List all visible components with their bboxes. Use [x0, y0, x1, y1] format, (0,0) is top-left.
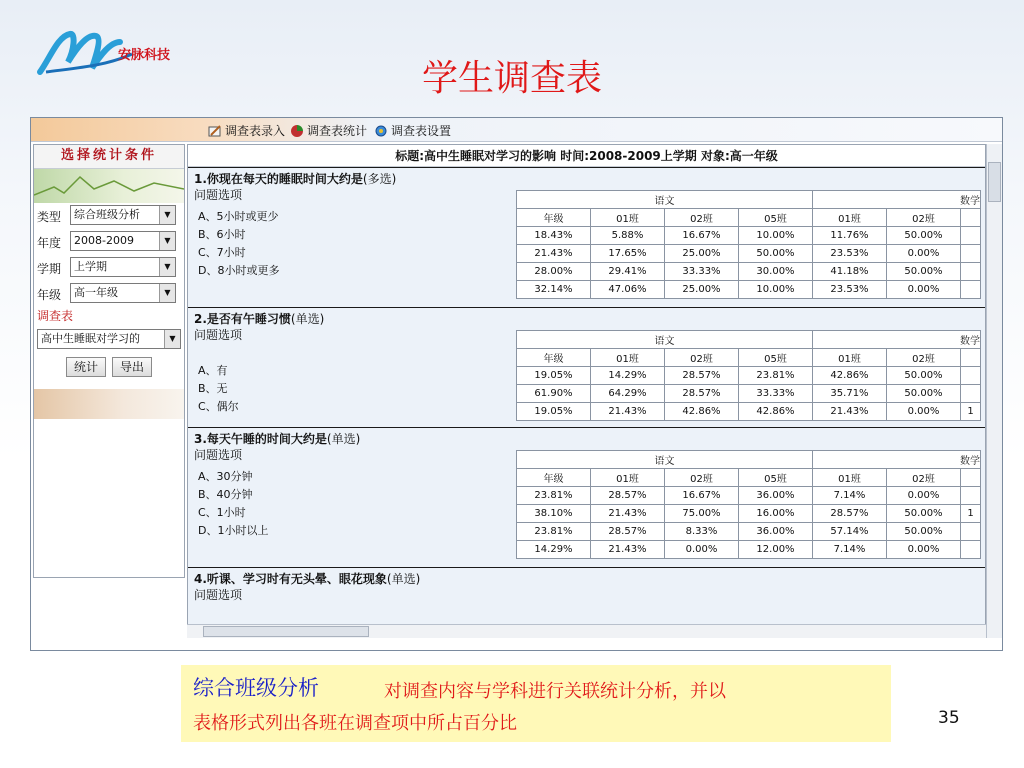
filter-grade-label: 年级 [37, 288, 62, 302]
stats-table [516, 330, 981, 421]
question-type: (单选) [290, 312, 325, 326]
question-text: 1.你现在每天的睡眠时间大约是 [194, 172, 363, 186]
column-header: 年级 [517, 209, 591, 227]
sidebar-footer-image [34, 389, 184, 419]
filter-year-row [34, 231, 184, 253]
table-cell: 21.43% [813, 403, 887, 421]
table-cell: 19.05% [517, 403, 591, 421]
table-cell: 28.57% [665, 367, 739, 385]
filter-grade-value: 高一年级 [74, 286, 118, 299]
question-type: (单选) [386, 572, 421, 586]
caption-box [181, 665, 891, 742]
vertical-scrollbar[interactable] [986, 144, 1002, 638]
table-row [517, 487, 981, 505]
tab-survey-settings[interactable] [373, 122, 451, 139]
question-option: A、30分钟 [198, 470, 253, 483]
table-cell: 23.81% [517, 523, 591, 541]
logo-text: 安脉科技 [118, 48, 171, 63]
table-cell: 33.33% [739, 385, 813, 403]
table-cell: 29.41% [591, 263, 665, 281]
table-cell: 21.43% [591, 505, 665, 523]
table-cell: 0.00% [887, 541, 961, 559]
table-cell: 61.90% [517, 385, 591, 403]
table-cell: 28.57% [591, 523, 665, 541]
table-cell [961, 281, 981, 299]
table-cell: 25.00% [665, 245, 739, 263]
column-header: 01班 [813, 209, 887, 227]
table-cell: 25.00% [665, 281, 739, 299]
toolbar [31, 118, 1002, 142]
subject-header: 数学 [813, 331, 981, 349]
filter-year-value: 2008-2009 [74, 234, 134, 247]
question-col-label: 问题选项 [194, 588, 243, 602]
pie-chart-icon [289, 124, 305, 138]
table-cell: 50.00% [887, 263, 961, 281]
filter-sidebar [33, 144, 185, 578]
column-header: 年级 [517, 349, 591, 367]
table-cell: 14.29% [591, 367, 665, 385]
survey-label: 调查表 [37, 309, 74, 323]
table-cell: 36.00% [739, 523, 813, 541]
table-cell: 50.00% [887, 367, 961, 385]
tab-survey-entry-label: 调查表录入 [225, 124, 286, 138]
column-header-row [517, 469, 981, 487]
table-cell: 42.86% [665, 403, 739, 421]
column-header-row [517, 349, 981, 367]
caption-highlight: 综合班级分析 [193, 676, 319, 700]
scroll-thumb[interactable] [203, 626, 369, 637]
table-row [517, 523, 981, 541]
table-cell: 10.00% [739, 227, 813, 245]
stats-table [516, 450, 981, 559]
table-cell: 57.14% [813, 523, 887, 541]
question-block [188, 427, 986, 567]
table-cell: 21.43% [517, 245, 591, 263]
tab-survey-stats[interactable] [289, 122, 367, 139]
table-cell: 16.67% [665, 487, 739, 505]
question-option: C、偶尔 [198, 400, 239, 413]
subject-header: 语文 [517, 191, 813, 209]
table-cell: 50.00% [887, 523, 961, 541]
subject-header: 数学 [813, 191, 981, 209]
chevron-down-icon: ▼ [159, 284, 175, 302]
table-cell: 28.57% [665, 385, 739, 403]
tab-survey-stats-label: 调查表统计 [307, 124, 368, 138]
table-cell: 8.33% [665, 523, 739, 541]
pencil-icon [207, 124, 223, 138]
column-header: 02班 [665, 209, 739, 227]
column-header: 01班 [591, 349, 665, 367]
page-number: 35 [938, 708, 960, 728]
question-text: 3.每天午睡的时间大约是 [194, 432, 327, 446]
table-cell: 7.14% [813, 487, 887, 505]
table-cell [961, 523, 981, 541]
table-cell: 35.71% [813, 385, 887, 403]
table-cell: 21.43% [591, 403, 665, 421]
question-option: A、有 [198, 364, 228, 377]
column-header [961, 469, 981, 487]
question-col-label: 问题选项 [194, 188, 243, 202]
scroll-thumb[interactable] [988, 162, 1001, 202]
table-cell: 28.57% [813, 505, 887, 523]
table-cell: 64.29% [591, 385, 665, 403]
table-cell: 28.00% [517, 263, 591, 281]
chevron-down-icon: ▼ [159, 206, 175, 224]
table-cell [961, 263, 981, 281]
column-header: 02班 [887, 469, 961, 487]
table-cell: 42.86% [739, 403, 813, 421]
subject-row [517, 331, 981, 349]
filter-term-select[interactable] [70, 257, 176, 277]
table-cell: 1 [961, 403, 981, 421]
table-row [517, 541, 981, 559]
table-cell: 50.00% [887, 505, 961, 523]
table-cell: 50.00% [887, 227, 961, 245]
table-row [517, 263, 981, 281]
table-cell: 0.00% [887, 403, 961, 421]
survey-select-value: 高中生睡眠对学习的 [41, 332, 140, 345]
table-cell: 23.53% [813, 245, 887, 263]
table-cell: 19.05% [517, 367, 591, 385]
table-cell: 17.65% [591, 245, 665, 263]
table-cell: 16.00% [739, 505, 813, 523]
question-block [188, 307, 986, 427]
filter-grade-select[interactable] [70, 283, 176, 303]
table-row [517, 281, 981, 299]
table-cell: 0.00% [887, 281, 961, 299]
filter-year-label: 年度 [37, 236, 62, 250]
table-row [517, 227, 981, 245]
filter-year-select[interactable] [70, 231, 176, 251]
slide-title: 学生调查表 [421, 58, 602, 99]
question-option: D、8小时或更多 [198, 264, 280, 277]
question-option: B、无 [198, 382, 228, 395]
question-title [194, 430, 360, 447]
table-row [517, 505, 981, 523]
table-cell: 11.76% [813, 227, 887, 245]
chevron-down-icon: ▼ [164, 330, 180, 348]
filter-grade-row [34, 283, 184, 305]
question-type: (单选) [326, 432, 361, 446]
chevron-down-icon: ▼ [159, 258, 175, 276]
subject-header: 语文 [517, 331, 813, 349]
table-row [517, 367, 981, 385]
table-cell: 41.18% [813, 263, 887, 281]
table-cell: 0.00% [665, 541, 739, 559]
question-col-label: 问题选项 [194, 328, 243, 342]
question-option: D、1小时以上 [198, 524, 269, 537]
table-cell [961, 367, 981, 385]
export-button[interactable]: 导出 [112, 357, 152, 377]
table-cell [961, 245, 981, 263]
question-option: B、6小时 [198, 228, 246, 241]
filter-type-label: 类型 [37, 210, 62, 224]
table-cell: 23.53% [813, 281, 887, 299]
column-header: 02班 [887, 349, 961, 367]
column-header: 05班 [739, 349, 813, 367]
sidebar-banner-image [34, 169, 184, 203]
table-cell: 7.14% [813, 541, 887, 559]
caption-line-1: 对调查内容与学科进行关联统计分析，并以 [384, 681, 726, 702]
table-cell [961, 227, 981, 245]
table-cell: 33.33% [665, 263, 739, 281]
filter-type-select[interactable] [70, 205, 176, 225]
table-cell: 23.81% [517, 487, 591, 505]
filter-term-label: 学期 [37, 262, 62, 276]
table-cell: 32.14% [517, 281, 591, 299]
question-option: C、7小时 [198, 246, 246, 259]
subject-header: 数学 [813, 451, 981, 469]
filter-type-value: 综合班级分析 [74, 208, 140, 221]
table-cell: 28.57% [591, 487, 665, 505]
filter-term-row [34, 257, 184, 279]
table-cell: 75.00% [665, 505, 739, 523]
question-title [194, 170, 396, 187]
table-cell: 42.86% [813, 367, 887, 385]
stats-panel [187, 144, 986, 638]
column-header: 01班 [813, 469, 887, 487]
subject-header: 语文 [517, 451, 813, 469]
question-col-label: 问题选项 [194, 448, 243, 462]
table-cell: 47.06% [591, 281, 665, 299]
table-cell: 50.00% [887, 385, 961, 403]
table-cell: 21.43% [591, 541, 665, 559]
table-cell: 38.10% [517, 505, 591, 523]
table-cell: 0.00% [887, 487, 961, 505]
column-header: 01班 [813, 349, 887, 367]
table-cell: 23.81% [739, 367, 813, 385]
survey-select[interactable] [37, 329, 181, 349]
column-header [961, 349, 981, 367]
table-cell: 0.00% [887, 245, 961, 263]
subject-row [517, 191, 981, 209]
column-header-row [517, 209, 981, 227]
sidebar-title: 选择统计条件 [34, 145, 184, 169]
column-header: 02班 [887, 209, 961, 227]
column-header: 05班 [739, 469, 813, 487]
filter-term-value: 上学期 [74, 260, 107, 273]
table-cell: 30.00% [739, 263, 813, 281]
stat-button[interactable]: 统计 [66, 357, 106, 377]
question-option: C、1小时 [198, 506, 246, 519]
tab-survey-entry[interactable] [207, 122, 285, 139]
table-cell [961, 541, 981, 559]
table-cell: 12.00% [739, 541, 813, 559]
question-option: B、40分钟 [198, 488, 253, 501]
filter-type-row [34, 205, 184, 227]
sidebar-actions [34, 357, 184, 379]
table-cell: 18.43% [517, 227, 591, 245]
column-header: 02班 [665, 349, 739, 367]
table-row [517, 385, 981, 403]
question-text: 2.是否有午睡习惯 [194, 312, 291, 326]
horizontal-scrollbar[interactable] [187, 624, 986, 638]
table-cell [961, 385, 981, 403]
column-header: 01班 [591, 469, 665, 487]
column-header: 05班 [739, 209, 813, 227]
app-window [30, 117, 1003, 651]
chevron-down-icon: ▼ [159, 232, 175, 250]
table-cell: 5.88% [591, 227, 665, 245]
stats-table [516, 190, 981, 299]
table-cell: 36.00% [739, 487, 813, 505]
settings-icon [373, 124, 389, 138]
column-header: 02班 [665, 469, 739, 487]
report-header: 标题:高中生睡眠对学习的影响 时间:2008-2009上学期 对象:高一年级 [188, 145, 985, 167]
table-cell: 16.67% [665, 227, 739, 245]
table-cell: 1 [961, 505, 981, 523]
question-type: (多选) [362, 172, 397, 186]
caption-line-2: 表格形式列出各班在调查项中所占百分比 [193, 713, 517, 734]
column-header: 01班 [591, 209, 665, 227]
question-option: A、5小时或更少 [198, 210, 279, 223]
question-block [188, 167, 986, 307]
column-header: 年级 [517, 469, 591, 487]
table-cell: 10.00% [739, 281, 813, 299]
table-cell: 50.00% [739, 245, 813, 263]
subject-row [517, 451, 981, 469]
table-cell: 14.29% [517, 541, 591, 559]
table-cell [961, 487, 981, 505]
table-row [517, 403, 981, 421]
table-row [517, 245, 981, 263]
question-title [194, 570, 420, 587]
column-header [961, 209, 981, 227]
tab-survey-settings-label: 调查表设置 [391, 124, 452, 138]
question-text: 4.听课、学习时有无头晕、眼花现象 [194, 572, 387, 586]
question-title [194, 310, 324, 327]
